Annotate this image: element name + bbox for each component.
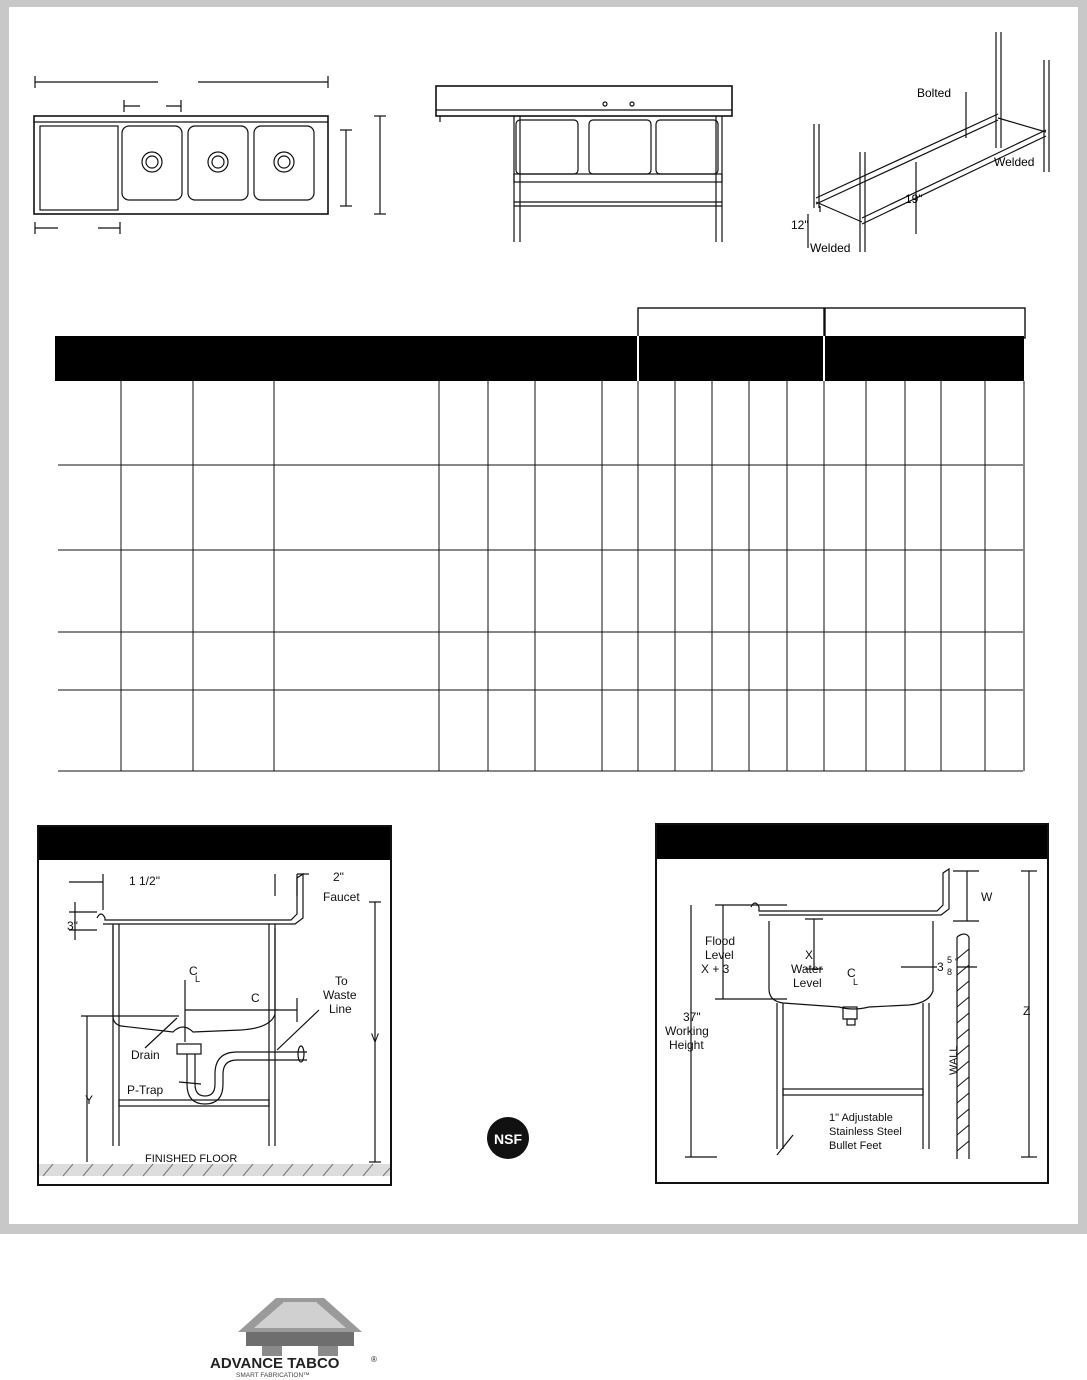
group-header-box-1 — [638, 308, 824, 338]
welded-label-right: Welded — [994, 155, 1035, 169]
water-label-1: Water — [791, 962, 823, 976]
spec-table — [54, 306, 1029, 776]
table-header-bar — [55, 336, 1024, 381]
dim-inch-label: " — [955, 957, 959, 967]
p-trap-label: P-Trap — [127, 1083, 164, 1097]
height-label-3: Height — [669, 1038, 704, 1052]
bolted-label: Bolted — [917, 86, 952, 100]
dim-frac-bot-label: 8 — [947, 967, 953, 977]
v-dimension-label: V — [371, 1031, 380, 1045]
logo-mark-icon — [238, 1298, 362, 1356]
water-label-2: Level — [793, 976, 822, 990]
side-section-header-bar — [657, 825, 1047, 859]
rough-in-detail-panel — [37, 825, 392, 1186]
rough-in-header-bar — [39, 827, 390, 860]
group-header-box-2 — [825, 308, 1025, 338]
dim-3-label: 3 — [937, 960, 944, 974]
nsf-label: NSF — [494, 1131, 522, 1147]
feet-label-2: Stainless Steel — [829, 1126, 902, 1138]
flood-label-3: X + 3 — [701, 962, 730, 976]
height-19-label: 19" — [905, 192, 923, 206]
nsf-badge — [486, 1116, 530, 1160]
flood-label-2: Level — [705, 948, 734, 962]
welded-label-left: Welded — [810, 241, 851, 255]
leg-frame-drawing — [780, 28, 1060, 264]
y-dimension-label: Y — [85, 1093, 94, 1107]
drain-label: Drain — [131, 1048, 160, 1062]
side-section-drawing — [657, 859, 1047, 1179]
height-12-label: 12" — [791, 218, 809, 232]
to-label: To — [335, 974, 348, 988]
dim-2-label: 2" — [333, 870, 344, 884]
x-label: X — [805, 948, 814, 962]
faucet-label: Faucet — [323, 890, 360, 904]
flood-label-1: Flood — [705, 934, 736, 948]
dim-frac-top-label: 5 — [947, 955, 953, 965]
advance-tabco-logo — [206, 1292, 386, 1378]
brand-name: ADVANCE TABCO — [210, 1355, 340, 1372]
height-label-1: 37" — [683, 1010, 701, 1024]
brand-registered-mark: ® — [371, 1355, 377, 1364]
rough-in-drawing — [39, 860, 390, 1182]
footer — [0, 1234, 1087, 1380]
top-view-drawing — [28, 72, 398, 242]
w-dimension-label: W — [981, 890, 993, 904]
waste-label: Waste — [323, 988, 357, 1002]
centerline-l-label: L — [195, 974, 201, 984]
wall-label: WALL — [948, 1045, 960, 1075]
line-label: Line — [329, 1002, 352, 1016]
feet-label-1: 1" Adjustable — [829, 1112, 893, 1124]
centerline-c-label: C — [189, 964, 198, 978]
finished-floor-label: FINISHED FLOOR — [145, 1153, 238, 1165]
z-dimension-label: Z — [1023, 1004, 1031, 1018]
dim-1-1-2-label: 1 1/2" — [129, 874, 160, 888]
c-dimension-label: C — [251, 991, 260, 1005]
side-section-detail-panel — [655, 823, 1049, 1184]
dim-3-label: 3" — [67, 919, 78, 933]
centerline-c-label: C — [847, 966, 856, 980]
feet-label-3: Bullet Feet — [829, 1140, 882, 1152]
front-view-drawing — [430, 82, 740, 252]
centerline-l-label: L — [853, 977, 859, 987]
height-label-2: Working — [665, 1024, 709, 1038]
brand-tagline: SMART FABRICATION™ — [236, 1372, 310, 1378]
